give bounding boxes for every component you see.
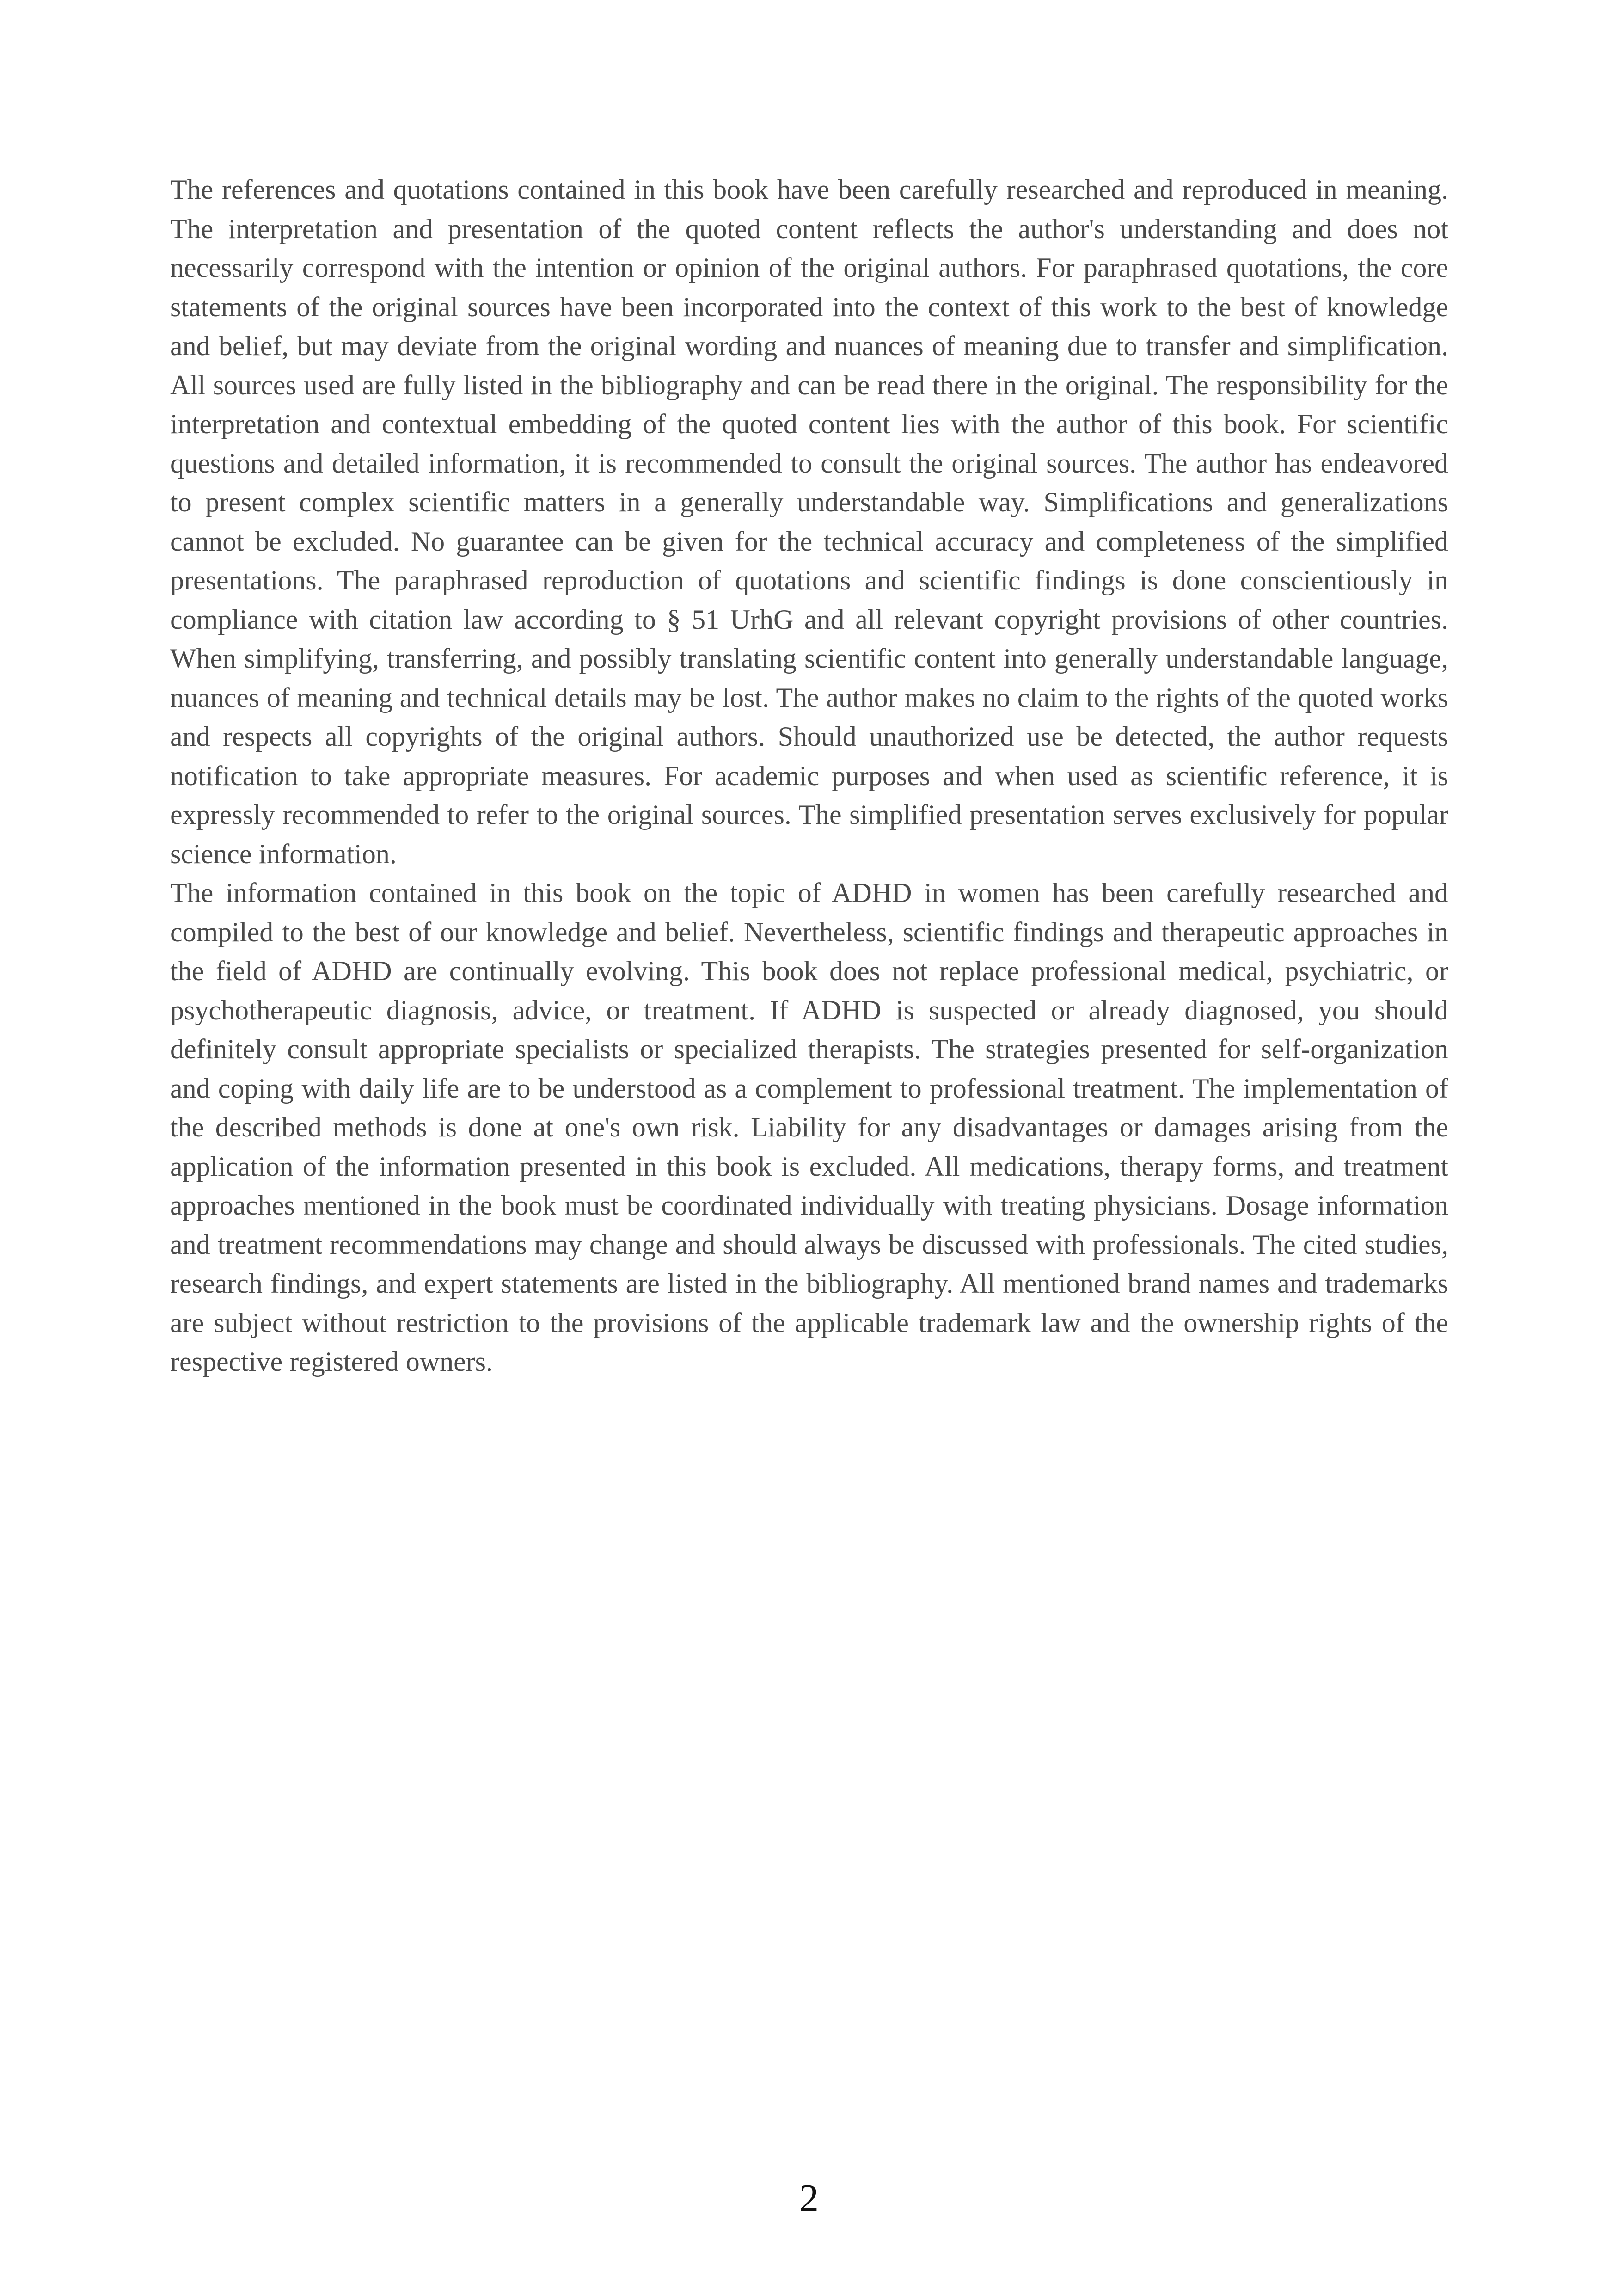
body-text	[170, 170, 1448, 1381]
paragraph-medical-disclaimer: The information contained in this book on the topic of ADHD in women has been carefully researched and compiled to the best of our knowledge and belief. Nevertheless, scientific findings and therapeutic approaches in the field of ADHD are continually evolving. This book does not replace professional medical, psychiatric, or psychotherapeutic diagnosis, advice, or treatment. If ADHD is suspected or already diagnosed, you should definitely consult appropriate specialists or specialized therapists. The strategies presented for self-organization and coping with daily life are to be understood as a complement to professional treatment. The implementation of the described methods is done at one's own risk. Liability for any disadvantages or damages arising from the application of the information presented in this book is excluded. All medications, therapy forms, and treatment approaches mentioned in the book must be coordinated individually with treating physicians. Dosage information and treatment recommendations may change and should always be discussed with professionals. The cited studies, research findings, and expert statements are listed in the bibliography. All mentioned brand names and trademarks are subject without restriction to the provisions of the applicable trademark law and the ownership rights of the respective registered owners.	[170, 878, 1448, 1377]
page-number: 2	[799, 2177, 819, 2220]
paragraph-references-disclaimer: The references and quotations contained in this book have been carefully researched and reproduced in meaning. The interpretation and presentation of the quoted content reflects the author's understanding and does not necessarily correspond with the intention or opinion of the original authors. For paraphrased quotations, the core statements of the original sources have been incorporated into the context of this work to the best of knowledge and belief, but may deviate from the original wording and nuances of meaning due to transfer and simplification. All sources used are fully listed in the bibliography and can be read there in the original. The responsibility for the interpretation and contextual embedding of the quoted content lies with the author of this book. For scientific questions and detailed information, it is recommended to consult the original sources. The author has endeavored to present complex scientific matters in a generally understandable way. Simplifications and generalizations cannot be excluded. No guarantee can be given for the technical accuracy and completeness of the simplified presentations. The paraphrased reproduction of quotations and scientific findings is done conscientiously in compliance with citation law according to § 51 UrhG and all relevant copyright provisions of other countries. When simplifying, transferring, and possibly translating scientific content into generally understandable language, nuances of meaning and technical details may be lost. The author makes no claim to the rights of the quoted works and respects all copyrights of the original authors. Should unauthorized use be detected, the author requests notification to take appropriate measures. For academic purposes and when used as scientific reference, it is expressly recommended to refer to the original sources. The simplified presentation serves exclusively for popular science information.	[170, 174, 1448, 869]
